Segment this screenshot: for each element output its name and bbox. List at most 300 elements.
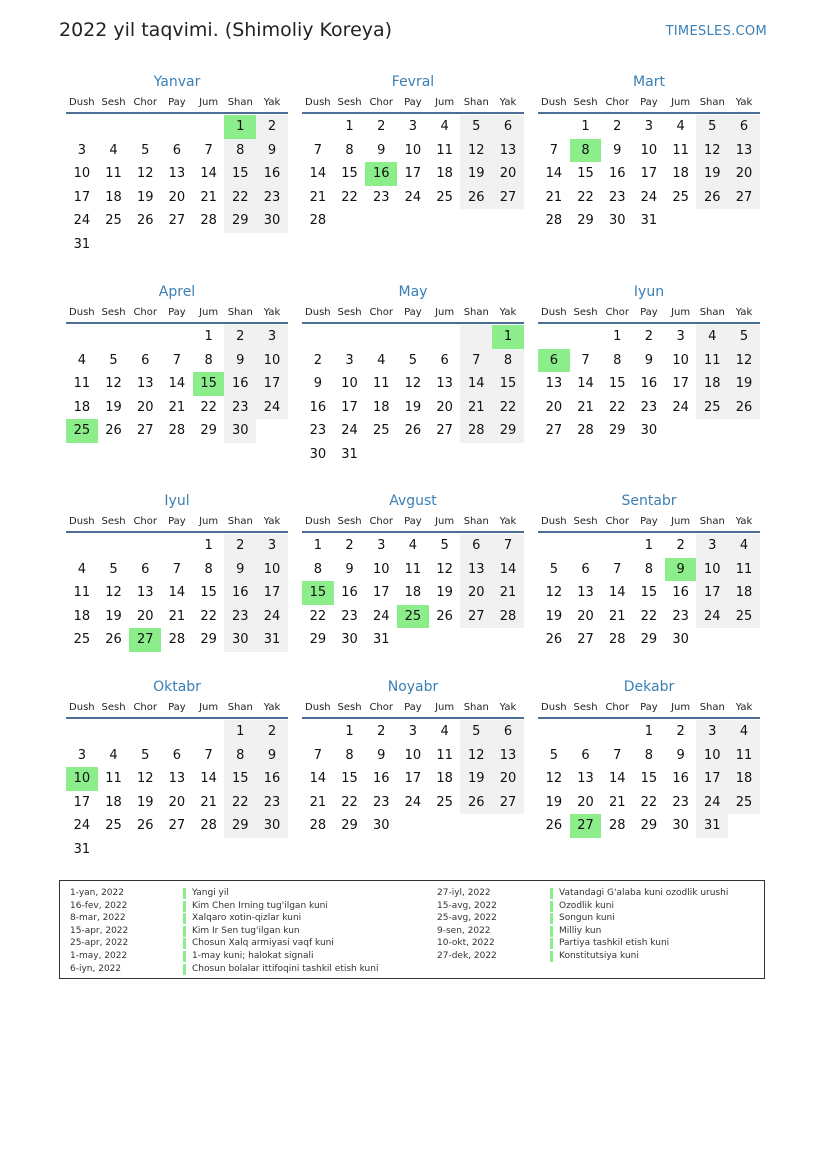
day-cell: 5 (109, 352, 118, 368)
day-cell: 23 (256, 791, 288, 815)
day-grid (538, 325, 760, 443)
empty-cell (538, 325, 570, 349)
weekday-label: Yak (499, 702, 517, 713)
legend-holiday-name: Kim Ir Sen tug'ilgan kun (192, 925, 300, 936)
day-cell: 4 (676, 119, 685, 134)
day-cell: 1 (613, 329, 622, 344)
day-cell: 22 (608, 399, 626, 415)
day-cell: 27 (460, 605, 492, 629)
month-may (302, 282, 524, 467)
weekday-label: Pay (168, 307, 186, 318)
weekday-label: Chor (133, 516, 157, 527)
day-cell: 6 (460, 534, 492, 558)
day-cell: 19 (105, 399, 122, 415)
empty-cell (129, 115, 161, 139)
weekday-label: Jum (435, 97, 455, 108)
day-cell: 14 (608, 585, 626, 601)
day-cell: 4 (440, 119, 449, 134)
day-cell: 2 (377, 724, 386, 739)
day-cell: 4 (77, 352, 86, 368)
weekday-label: Pay (404, 516, 422, 527)
day-cell: 29 (577, 213, 594, 229)
day-cell: 12 (696, 139, 728, 163)
empty-cell (98, 325, 130, 349)
day-cell: 28 (168, 632, 186, 648)
weekday-label: Dush (541, 516, 567, 527)
day-cell: 18 (73, 399, 91, 415)
day-cell: 16 (309, 399, 327, 415)
day-cell: 4 (440, 724, 449, 739)
legend-item (70, 963, 378, 976)
day-cell: 14 (200, 771, 217, 787)
day-cell: 19 (545, 608, 563, 624)
site-brand-link[interactable]: TIMESLES.COM (665, 24, 767, 39)
day-cell: 3 (696, 720, 728, 744)
day-cell: 19 (136, 189, 154, 205)
day-cell: 19 (545, 794, 563, 810)
day-cell: 10 (696, 558, 728, 582)
day-cell: 27 (728, 186, 760, 210)
weekday-label: Jum (435, 516, 455, 527)
day-cell: 4 (728, 534, 760, 558)
day-cell: 26 (696, 186, 728, 210)
day-cell: 10 (696, 744, 728, 768)
day-cell: 14 (460, 372, 492, 396)
legend-item (70, 950, 378, 963)
day-cell: 13 (136, 585, 154, 601)
legend-item (70, 912, 378, 925)
day-cell: 22 (640, 794, 658, 810)
weekday-label: Shan (463, 97, 489, 108)
weekday-label: Sesh (101, 97, 126, 108)
empty-cell (161, 325, 193, 349)
legend-marker (183, 913, 186, 924)
day-cell: 15 (608, 376, 626, 392)
day-cell: 17 (696, 581, 728, 605)
day-cell: 12 (136, 771, 154, 787)
day-cell: 13 (492, 744, 524, 768)
weekday-label: Dush (69, 307, 95, 318)
legend-marker (183, 951, 186, 962)
weekday-label: Yak (263, 516, 281, 527)
day-cell: 11 (105, 771, 122, 787)
day-cell: 23 (372, 189, 390, 205)
weekday-header (66, 699, 288, 719)
day-cell: 5 (440, 538, 449, 553)
day-cell: 17 (696, 767, 728, 791)
day-cell: 17 (372, 585, 390, 601)
empty-cell (129, 720, 161, 744)
weekday-label: Dush (69, 516, 95, 527)
day-cell: 8 (345, 142, 354, 158)
day-cell: 21 (608, 794, 626, 810)
day-cell: 28 (460, 419, 492, 443)
weekday-label: Sesh (337, 307, 362, 318)
day-cell: 18 (372, 399, 390, 415)
day-cell: 2 (224, 534, 256, 558)
day-cell: 2 (256, 720, 288, 744)
day-cell: 23 (256, 186, 288, 210)
day-cell: 29 (200, 632, 217, 648)
weekday-label: Dush (541, 307, 567, 318)
legend-holiday-name: Milliy kun (559, 925, 602, 936)
day-cell: 16 (672, 585, 689, 601)
day-cell: 21 (168, 399, 186, 415)
empty-cell (538, 720, 570, 744)
weekday-label: Yak (263, 702, 281, 713)
day-cell: 1 (581, 119, 590, 134)
weekday-header (302, 699, 524, 719)
weekday-label: Shan (227, 702, 253, 713)
day-cell: 1 (492, 325, 524, 349)
day-cell: 26 (136, 213, 154, 229)
day-cell: 10 (404, 142, 422, 158)
month-name: Avgust (389, 493, 437, 509)
day-cell: 8 (644, 561, 654, 577)
day-cell: 22 (341, 189, 358, 205)
day-cell: 14 (608, 771, 626, 787)
day-cell: 8 (224, 744, 256, 768)
empty-cell (570, 720, 602, 744)
day-cell: 11 (105, 166, 122, 182)
month-noyabr (302, 677, 524, 838)
day-cell: 14 (577, 376, 594, 392)
empty-cell (397, 325, 429, 349)
day-cell: 27 (570, 814, 602, 838)
day-cell: 10 (672, 352, 689, 368)
legend-holiday-name: Partiya tashkil etish kuni (559, 938, 670, 949)
weekday-label: Jum (671, 97, 691, 108)
legend-marker (550, 938, 553, 949)
legend-holiday-name: Yangi yil (192, 888, 229, 898)
day-cell: 24 (73, 213, 91, 229)
day-cell: 26 (728, 396, 760, 420)
month-fevral (302, 72, 524, 233)
empty-cell (302, 720, 334, 744)
day-cell: 23 (640, 399, 658, 415)
day-cell: 7 (204, 747, 213, 763)
day-cell: 14 (200, 166, 217, 182)
day-cell: 30 (372, 818, 390, 834)
day-cell: 16 (256, 767, 288, 791)
day-cell: 25 (372, 423, 390, 439)
month-avgust (302, 491, 524, 652)
day-cell: 18 (105, 189, 122, 205)
weekday-label: Chor (605, 516, 629, 527)
day-cell: 2 (256, 115, 288, 139)
empty-cell (98, 720, 130, 744)
weekday-label: Chor (605, 702, 629, 713)
day-cell: 22 (640, 608, 658, 624)
day-cell: 25 (73, 632, 91, 648)
legend-marker (550, 951, 553, 962)
day-cell: 31 (73, 236, 91, 252)
day-cell: 3 (77, 747, 86, 763)
day-cell: 10 (73, 166, 91, 182)
day-cell: 17 (404, 166, 422, 182)
empty-cell (193, 115, 225, 139)
day-cell: 3 (408, 119, 418, 134)
day-cell: 1 (345, 119, 354, 134)
day-cell: 19 (136, 794, 154, 810)
day-cell: 29 (492, 419, 524, 443)
day-grid (66, 534, 288, 652)
day-cell: 18 (728, 581, 760, 605)
weekday-label: Sesh (337, 702, 362, 713)
day-cell: 4 (728, 720, 760, 744)
day-cell: 7 (172, 561, 182, 577)
weekday-label: Chor (369, 307, 393, 318)
weekday-label: Jum (199, 307, 219, 318)
day-cell: 20 (545, 399, 563, 415)
day-cell: 23 (672, 608, 689, 624)
weekday-label: Dush (305, 702, 331, 713)
day-cell: 9 (676, 747, 685, 763)
day-cell: 18 (105, 794, 122, 810)
day-cell: 16 (672, 771, 689, 787)
day-cell: 9 (613, 142, 622, 158)
weekday-label: Pay (168, 702, 186, 713)
weekday-label: Pay (640, 516, 658, 527)
day-cell: 18 (728, 767, 760, 791)
day-cell: 31 (73, 841, 91, 857)
day-cell: 11 (436, 142, 453, 158)
day-cell: 26 (404, 423, 422, 439)
legend-date: 15-apr, 2022 (70, 925, 129, 936)
day-cell: 11 (728, 744, 760, 768)
day-cell: 31 (256, 628, 288, 652)
day-cell: 15 (492, 372, 524, 396)
day-cell: 8 (570, 139, 602, 163)
day-cell: 12 (460, 139, 492, 163)
day-cell: 28 (492, 605, 524, 629)
day-grid (66, 115, 288, 257)
day-cell: 15 (224, 767, 256, 791)
day-cell: 30 (224, 419, 256, 443)
day-cell: 28 (309, 818, 327, 834)
day-cell: 15 (302, 581, 334, 605)
legend-date: 25-avg, 2022 (437, 913, 497, 924)
day-cell: 30 (640, 423, 658, 439)
weekday-header (538, 94, 760, 114)
day-cell: 9 (313, 376, 322, 392)
weekday-label: Shan (463, 307, 489, 318)
legend-item (70, 900, 378, 913)
day-cell: 30 (672, 818, 689, 834)
weekday-label: Jum (435, 702, 455, 713)
day-cell: 5 (141, 747, 150, 763)
day-cell: 1 (224, 115, 256, 139)
day-cell: 4 (77, 561, 86, 577)
day-cell: 23 (341, 608, 358, 624)
day-cell: 23 (608, 189, 626, 205)
legend-date: 10-okt, 2022 (437, 938, 495, 949)
day-cell: 7 (492, 534, 524, 558)
day-cell: 25 (672, 189, 689, 205)
weekday-label: Chor (369, 702, 393, 713)
day-cell: 15 (640, 585, 658, 601)
day-cell: 19 (728, 372, 760, 396)
day-cell: 21 (168, 608, 186, 624)
weekday-label: Chor (605, 307, 629, 318)
day-cell: 28 (200, 213, 217, 229)
empty-cell (66, 115, 98, 139)
day-cell: 25 (105, 213, 122, 229)
empty-cell (538, 115, 570, 139)
month-name: Fevral (391, 74, 435, 90)
weekday-header (66, 94, 288, 114)
day-cell: 17 (256, 581, 288, 605)
day-cell: 23 (224, 396, 256, 420)
empty-cell (334, 325, 366, 349)
day-cell: 25 (66, 419, 98, 443)
weekday-label: Pay (404, 702, 422, 713)
day-cell: 9 (224, 349, 256, 373)
day-cell: 16 (640, 376, 658, 392)
day-cell: 1 (204, 329, 213, 344)
weekday-header (538, 513, 760, 533)
day-cell: 24 (404, 189, 422, 205)
legend-item (437, 937, 728, 950)
weekday-label: Yak (735, 516, 753, 527)
weekday-label: Shan (699, 307, 725, 318)
day-cell: 22 (577, 189, 594, 205)
day-cell: 3 (377, 538, 386, 553)
legend-holiday-name: Xalqaro xotin-qizlar kuni (192, 913, 302, 924)
empty-cell (66, 720, 98, 744)
day-cell: 29 (224, 814, 256, 838)
legend-marker (183, 926, 186, 937)
day-cell: 3 (345, 352, 354, 368)
day-cell: 17 (672, 376, 689, 392)
day-cell: 29 (309, 632, 327, 648)
day-cell: 24 (672, 399, 689, 415)
weekday-label: Sesh (573, 307, 598, 318)
day-grid (538, 720, 760, 838)
legend-marker (550, 926, 553, 937)
day-cell: 4 (109, 142, 118, 158)
day-cell: 27 (492, 186, 524, 210)
day-cell: 14 (168, 585, 186, 601)
legend-column-right (437, 887, 728, 963)
legend-item (437, 912, 728, 925)
legend-date: 15-avg, 2022 (437, 900, 497, 911)
day-cell: 15 (640, 771, 658, 787)
day-cell: 8 (644, 747, 654, 763)
day-cell: 15 (341, 166, 358, 182)
day-cell: 31 (341, 446, 358, 462)
weekday-label: Shan (227, 307, 253, 318)
day-cell: 11 (404, 561, 422, 577)
holiday-legend (59, 880, 765, 979)
weekday-label: Pay (404, 307, 422, 318)
weekday-label: Pay (168, 97, 186, 108)
day-cell: 13 (577, 585, 594, 601)
legend-holiday-name: Kim Chen Irning tug'ilgan kuni (192, 900, 328, 911)
day-cell: 7 (549, 142, 558, 158)
weekday-label: Dush (305, 516, 331, 527)
day-cell: 27 (168, 213, 186, 229)
weekday-label: Jum (671, 307, 691, 318)
day-cell: 13 (577, 771, 594, 787)
day-cell: 23 (672, 794, 689, 810)
day-cell: 15 (200, 585, 217, 601)
legend-item (70, 887, 378, 900)
day-cell: 28 (545, 213, 563, 229)
day-cell: 14 (309, 166, 327, 182)
weekday-label: Jum (671, 516, 691, 527)
day-cell: 14 (545, 166, 563, 182)
legend-holiday-name: Songun kuni (559, 913, 615, 924)
day-cell: 7 (204, 142, 213, 158)
day-cell: 15 (193, 372, 225, 396)
legend-item (70, 937, 378, 950)
day-cell: 27 (136, 423, 154, 439)
day-cell: 18 (436, 771, 453, 787)
day-cell: 12 (728, 349, 760, 373)
day-cell: 26 (545, 818, 563, 834)
day-cell: 30 (341, 632, 358, 648)
day-cell: 8 (313, 561, 322, 577)
day-cell: 7 (581, 352, 590, 368)
day-cell: 26 (105, 632, 122, 648)
empty-cell (161, 115, 193, 139)
day-cell: 19 (460, 162, 492, 186)
day-cell: 27 (168, 818, 186, 834)
weekday-label: Dush (69, 702, 95, 713)
day-cell: 21 (545, 189, 563, 205)
day-cell: 24 (256, 396, 288, 420)
day-cell: 11 (696, 349, 728, 373)
day-cell: 2 (377, 119, 386, 134)
weekday-label: Yak (735, 702, 753, 713)
legend-item (437, 925, 728, 938)
day-cell: 10 (256, 349, 288, 373)
empty-cell (129, 534, 161, 558)
day-cell: 3 (256, 325, 288, 349)
empty-cell (66, 325, 98, 349)
weekday-label: Shan (227, 516, 253, 527)
day-cell: 11 (728, 558, 760, 582)
weekday-label: Yak (499, 516, 517, 527)
day-cell: 21 (608, 608, 626, 624)
day-cell: 30 (672, 632, 689, 648)
month-name: Yanvar (153, 74, 201, 90)
day-cell: 6 (172, 747, 182, 763)
day-cell: 29 (224, 209, 256, 233)
weekday-label: Pay (640, 97, 658, 108)
day-cell: 13 (545, 376, 563, 392)
day-cell: 17 (256, 372, 288, 396)
empty-cell (129, 325, 161, 349)
day-cell: 9 (345, 561, 354, 577)
day-cell: 9 (256, 139, 288, 163)
day-cell: 2 (644, 329, 654, 344)
legend-date: 1-yan, 2022 (70, 888, 124, 898)
day-cell: 6 (581, 747, 590, 763)
day-cell: 25 (436, 794, 453, 810)
weekday-label: Chor (133, 702, 157, 713)
day-cell: 30 (608, 213, 626, 229)
day-grid (302, 720, 524, 838)
weekday-label: Yak (263, 97, 281, 108)
day-cell: 1 (204, 538, 213, 553)
day-cell: 7 (613, 561, 622, 577)
day-cell: 19 (105, 608, 122, 624)
day-cell: 13 (436, 376, 453, 392)
day-cell: 19 (460, 767, 492, 791)
legend-date: 1-may, 2022 (70, 950, 128, 961)
